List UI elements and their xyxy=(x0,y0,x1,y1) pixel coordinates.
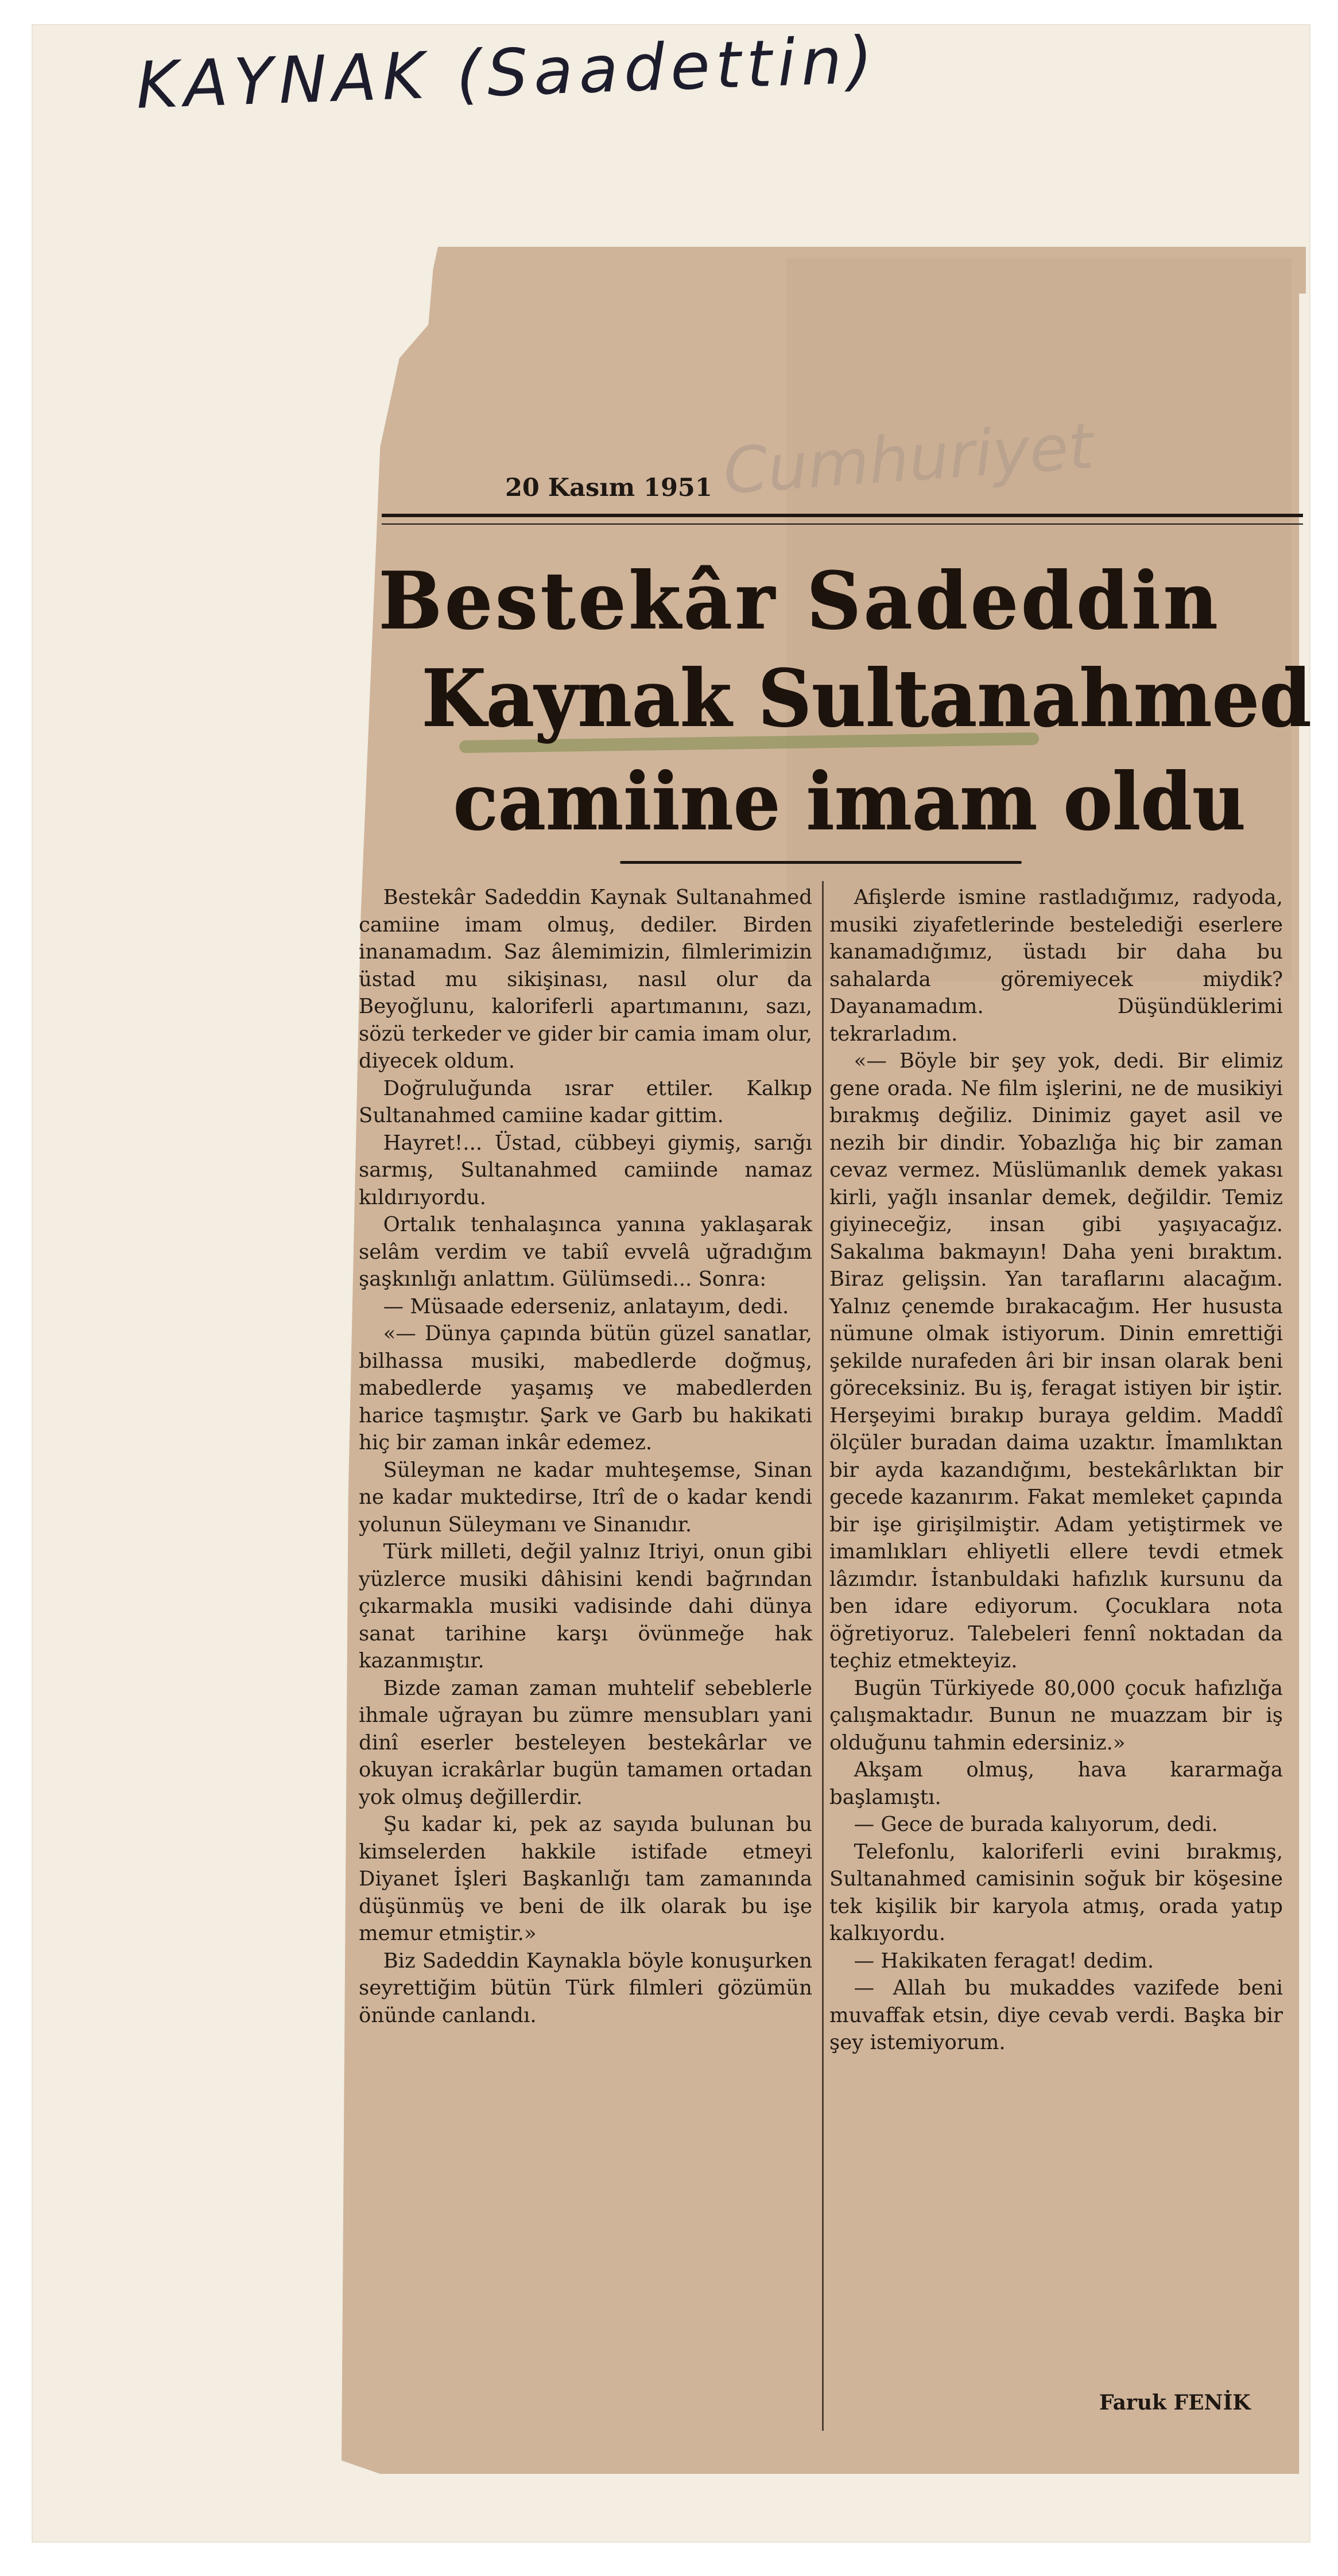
paragraph: Ortalık tenhalaşınca yanına yaklaşarak selâm verdim ve tabiî evvelâ uğradığım şaşkınlığı anlattım. Gülümsedi... Sonra: xyxy=(359,1213,812,1291)
paragraph: Şu kadar ki, pek az sayıda bulunan bu kimselerden hakkile istifade etmeyi Diyanet İşleri Başkanlığı tam zamanında düşünmüş ve beni de ilk olarak bu işe memur etmiştir.» xyxy=(359,1813,812,1945)
byline: Faruk FENİK xyxy=(1099,2391,1251,2415)
paragraph: Hayret!... Üstad, cübbeyi giymiş, sarığı sarmış, Sultanahmed camiinde namaz kıldırıyordu. xyxy=(359,1131,812,1209)
paragraph: Telefonlu, kaloriferli evini bırakmış, Sultanahmed camisinin soğuk bir köşesine tek kişilik bir karyola atmış, orada yatıp kalkıyordu. xyxy=(829,1840,1283,1945)
paragraph: — Gece de burada kalıyorum, dedi. xyxy=(854,1813,1218,1836)
handwritten-note: KAYNAK (Saadettin) xyxy=(135,22,880,123)
paragraph: Bugün Türkiyede 80,000 çocuk hafızlığa çalışmaktadır. Bunun ne muazzam bir iş olduğunu tahmin edersiniz.» xyxy=(829,1676,1283,1755)
paragraph: — Hakikaten feragat! dedim. xyxy=(854,1949,1154,1973)
paragraph: Bestekâr Sadeddin Kaynak Sultanahmed camiine imam olmuş, dediler. Birden inanamadım. Saz âlemimizin, filmlerimizin üstad mu sikişinası, nasıl olur da Beyoğlunu, kaloriferli apartımanını, sazı, sözü terkeder ve gider bir camia imam olur, diyecek oldum. xyxy=(359,886,812,1073)
paragraph: Doğruluğunda ısrar ettiler. Kalkıp Sultanahmed camiine kadar gittim. xyxy=(359,1076,812,1127)
paragraph: «— Böyle bir şey yok, dedi. Bir elimiz gene orada. Ne film işlerini, ne de musikiyi bırakmış değiliz. Dinimiz gayet asil ve nezih bir dindir. Yobazlığa hiç bir zaman cevaz vermez. Müslümanlık demek yakası kirli, yağlı insanlar demek, değildir. Temiz giyineceğiz, insan gibi yaşıyacağız. Sakalıma bakmayın! Daha yeni bıraktım. Biraz gelişsin. Yan taraflarını alacağım. Yalnız çenemde bırakacağım. Her hususta nümune olmak istiyorum. Dinin emrettiği şekilde nurafeden âri bir insan olarak beni göreceksiniz. Bu iş, feragat istiyen bir iştir. Herşeyimi bırakıp buraya geldim. Maddî ölçüler buradan daima uzaktır. İmamlıktan bir ayda kazandığımı, bestekârlıktan bir gecede kazanırım. Fakat memleket çapında bir işe girişilmiştir. Adam yetiştirmek ve imamlıkları ehliyetli ellere tevdi etmek lâzımdır. İstanbuldaki hafızlık kursunu da ben idare ediyorum. Çocuklara nota öğretiyoruz. Talebeleri fennî noktadan da teçhiz etmekteyiz. xyxy=(829,1049,1283,1673)
paragraph: Bizde zaman zaman muhtelif sebeblerle ihmale uğrayan bu zümre mensubları yani dinî eserler besteleyen bestekârlar ve okuyan icrakârlar bugün tamamen ortadan yok olmuş değillerdir. xyxy=(359,1676,812,1809)
paragraph: Akşam olmuş, hava kararmağa başlamıştı. xyxy=(829,1758,1283,1809)
headline-line-1: Bestekâr Sadeddin xyxy=(379,554,1221,647)
paragraph: — Allah bu mukaddes vazifede beni muvaffak etsin, diye cevab verdi. Başka bir şey istemiyorum. xyxy=(829,1976,1283,2054)
paragraph: Türk milleti, değil yalnız Itriyi, onun gibi yüzlerce musiki dâhisini kendi bağrından çıkarmakla musiki vadisinde dahi dünya sanat tarihine karşı övünmeğe hak kazanmıştır. xyxy=(359,1540,812,1673)
paragraph: Afişlerde ismine rastladığımız, radyoda, musiki ziyafetlerinde bestelediği eserlere kanamadığımız, üstadı bir daha bu sahalarda göremiyecek miydik? Dayanamadım. Düşündüklerimi tekrarladım. xyxy=(829,886,1283,1046)
paragraph: Süleyman ne kadar muhteşemse, Sinan ne kadar muktedirse, Itrî de o kadar kendi yolunun Süleymanı ve Sinanıdır. xyxy=(359,1458,812,1537)
headline-line-2: Kaynak Sultanahmed xyxy=(422,651,1312,745)
paragraph: «— Dünya çapında bütün güzel sanatlar, bilhassa musiki, mabedlerde doğmuş, mabedlerde yaşamış ve mabedlerden harice taşmıştır. Şark ve Garb bu hakikati hiç bir zaman inkâr edemez. xyxy=(359,1322,812,1454)
headline-divider xyxy=(620,861,1022,864)
header-rule xyxy=(382,514,1303,517)
paragraph: Biz Sadeddin Kaynakla böyle konuşurken seyrettiğim bütün Türk filmleri gözümün önünde canlandı. xyxy=(359,1949,812,2027)
dateline: 20 Kasım 1951 xyxy=(505,474,712,502)
paragraph: — Müsaade ederseniz, anlatayım, dedi. xyxy=(383,1294,789,1318)
article-column-right xyxy=(829,884,1283,2057)
article-column-left xyxy=(359,884,812,2029)
column-divider xyxy=(822,881,824,2431)
pencil-annotation: Cumhuriyet xyxy=(721,409,1096,509)
header-rule-thin xyxy=(382,523,1303,525)
headline-line-3: camiine imam oldu xyxy=(453,755,1246,848)
